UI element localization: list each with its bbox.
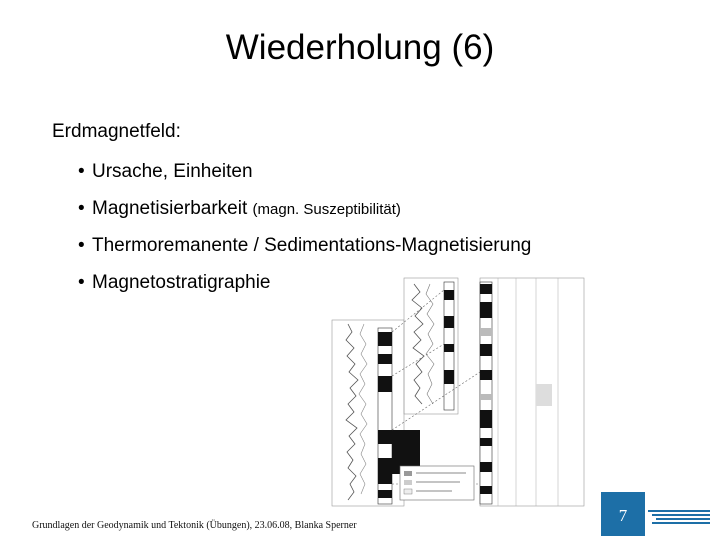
bullet-icon: • — [78, 272, 85, 293]
list-item — [78, 233, 531, 270]
bullet-note: (magn. Suszeptibilität) — [252, 201, 401, 218]
bullet-text: Thermoremanente / Sedimentations-Magnetisierung — [92, 235, 532, 256]
bullet-icon: • — [78, 161, 85, 182]
timescale-panel — [480, 278, 584, 506]
list-item — [78, 159, 531, 196]
figure-legend — [400, 466, 474, 500]
bullet-text: Magnetisierbarkeit — [92, 198, 253, 219]
slide-footer: Grundlagen der Geodynamik und Tektonik (Übungen), 23.06.08, Blanka Sperner — [32, 520, 357, 531]
bullet-icon: • — [78, 198, 85, 219]
page-number: 7 — [601, 492, 645, 536]
bullet-text: Ursache, Einheiten — [92, 161, 253, 182]
magnetostratigraphy-figure — [330, 272, 588, 510]
list-item — [78, 196, 531, 233]
middle-log-panel — [404, 278, 458, 414]
left-log-panel — [332, 320, 404, 506]
section-heading: Erdmagnetfeld: — [52, 121, 181, 142]
bullet-text: Magnetostratigraphie — [92, 272, 271, 293]
bullet-icon: • — [78, 235, 85, 256]
institution-logo-icon — [648, 508, 710, 528]
slide-title: Wiederholung (6) — [225, 28, 495, 67]
